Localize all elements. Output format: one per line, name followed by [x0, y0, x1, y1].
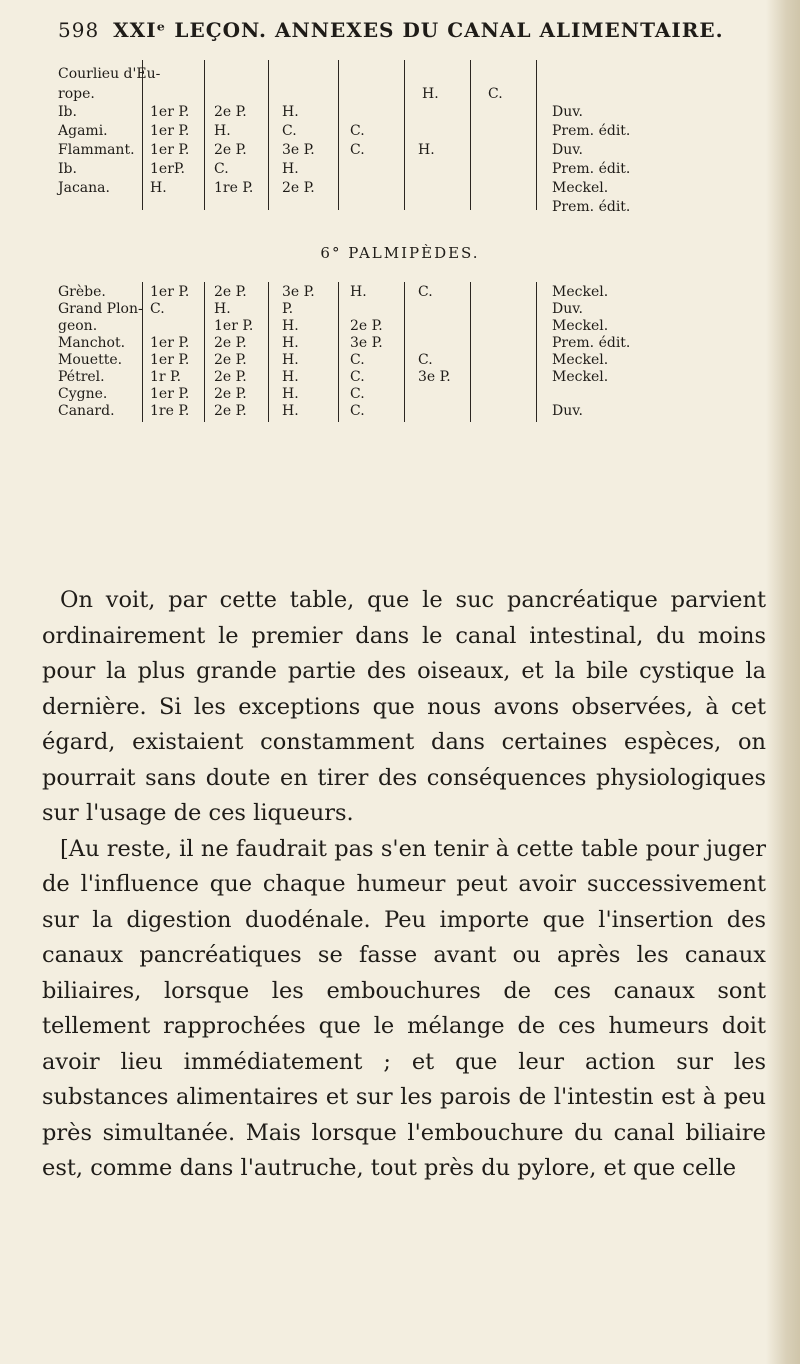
table-cell: H.	[282, 104, 299, 120]
table-cell: 3e P.	[350, 335, 383, 351]
species-name: Cygne.	[58, 386, 108, 402]
table-cell: H.	[282, 161, 299, 177]
table-cell: Prem. édit.	[552, 199, 631, 215]
table-cell: 1er P.	[150, 142, 190, 158]
table-cell: C.	[350, 123, 365, 139]
table-cell: H.	[282, 369, 299, 385]
species-name: Agami.	[58, 123, 108, 139]
table-cell: 1er P.	[150, 352, 190, 368]
table-cell: 2e P.	[214, 335, 247, 351]
table-cell: H.	[418, 142, 435, 158]
table-cell: H.	[150, 180, 167, 196]
table-rule	[204, 60, 205, 210]
table-cell: 2e P.	[214, 403, 247, 419]
table-cell: 1re P.	[214, 180, 254, 196]
table-cell: 1erP.	[150, 161, 185, 177]
body-text	[42, 583, 766, 1187]
table-cell: 1er P.	[150, 123, 190, 139]
table-cell: C.	[350, 386, 365, 402]
table-rule	[338, 282, 339, 422]
table-cell: H.	[350, 284, 367, 300]
table-cell: H.	[282, 335, 299, 351]
table-cell: C.	[150, 301, 165, 317]
table-rule	[404, 282, 405, 422]
page-edge-shadow	[766, 0, 800, 1364]
table-cell: H.	[214, 123, 231, 139]
table-cell: 2e P.	[214, 369, 247, 385]
table-rule	[536, 282, 537, 422]
table-cell: 2e P.	[214, 352, 247, 368]
species-name: Flammant.	[58, 142, 135, 158]
table-rule	[338, 60, 339, 210]
table-cell: H.	[282, 403, 299, 419]
table-cell: 1er P.	[150, 335, 190, 351]
species-name: geon.	[58, 318, 98, 334]
table-cell: 3e P.	[282, 142, 315, 158]
table-cell: Meckel.	[552, 180, 609, 196]
table-cell: 2e P.	[214, 104, 247, 120]
table-rule	[142, 60, 143, 210]
species-name: Manchot.	[58, 335, 126, 351]
table-cell: Meckel.	[552, 369, 609, 385]
table-cell: Prem. édit.	[552, 335, 631, 351]
table-cell: Duv.	[552, 403, 583, 419]
table-cell: 1er P.	[150, 104, 190, 120]
table-cell: H.	[214, 301, 231, 317]
table-cell: H.	[282, 352, 299, 368]
table-rule	[536, 60, 537, 210]
header-title: XXIᵉ LEÇON. ANNEXES DU CANAL ALIMENTAIRE.	[113, 18, 724, 42]
table-rule	[268, 282, 269, 422]
species-name: Mouette.	[58, 352, 123, 368]
table-cell: Meckel.	[552, 284, 609, 300]
species-name: Grèbe.	[58, 284, 106, 300]
species-name: Ib.	[58, 161, 77, 177]
table-cell: 2e P.	[214, 386, 247, 402]
table-cell: P.	[282, 301, 294, 317]
table-cell: H.	[282, 318, 299, 334]
table-cell: Duv.	[552, 301, 583, 317]
table-cell: 2e P.	[214, 142, 247, 158]
table-cell: C.	[350, 352, 365, 368]
table-cell: 1r P.	[150, 369, 182, 385]
table-cell: Meckel.	[552, 352, 609, 368]
table-cell: Duv.	[552, 104, 583, 120]
species-name: Grand Plon-	[58, 301, 143, 317]
table-cell: 2e P.	[282, 180, 315, 196]
table-cell: H.	[422, 86, 439, 102]
table-cell: 3e P.	[282, 284, 315, 300]
page-number: 598	[58, 18, 100, 42]
table-cell: H.	[282, 386, 299, 402]
table-cell: Meckel.	[552, 318, 609, 334]
table-cell: C.	[214, 161, 229, 177]
table-header-name: Courlieu d'Eu-	[58, 66, 161, 82]
table-cell: C.	[282, 123, 297, 139]
species-name: Canard.	[58, 403, 115, 419]
table-cell: 1er P.	[150, 284, 190, 300]
species-name: Jacana.	[58, 180, 110, 196]
species-name: Pétrel.	[58, 369, 105, 385]
table-cell: 3e P.	[418, 369, 451, 385]
table-cell: 2e P.	[350, 318, 383, 334]
species-name: Ib.	[58, 104, 77, 120]
table-rule	[404, 60, 405, 210]
table-cell: C.	[350, 403, 365, 419]
table-rule	[470, 282, 471, 422]
paragraph: On voit, par cette table, que le suc pancréatique parvient ordinairement le premier dans le canal intestinal, du moins pour la plus grande partie des oiseaux, et la bile cystique la dernière. Si les exceptions que nous avons observées, à cet égard, existaient constamment dans certaines espèces, on pourrait sans doute en tirer des conséquences physiologiques sur l'usage de ces liqueurs.	[42, 587, 766, 826]
table-cell: 1er P.	[214, 318, 254, 334]
table-cell: C.	[418, 352, 433, 368]
table-rule	[470, 60, 471, 210]
table-cell: C.	[350, 142, 365, 158]
table-cell: 1re P.	[150, 403, 190, 419]
table-cell: C.	[418, 284, 433, 300]
paragraph: [Au reste, il ne faudrait pas s'en tenir à cette table pour juger de l'influence que chaque humeur peut avoir successivement sur la digestion duodénale. Peu importe que l'insertion des canaux pancréatiques se fasse avant ou après les canaux biliaires, lorsque les embouchures de ces canaux sont tellement rapprochées que le mélange de ces humeurs doit avoir lieu immédiatement ; et que leur action sur les substances alimentaires et sur les parois de l'intestin est à peu près simultanée. Mais lorsque l'embouchure du canal biliaire est, comme dans l'autruche, tout près du pylore, et que celle	[42, 835, 766, 1181]
running-header	[58, 18, 724, 42]
table-cell: Prem. édit.	[552, 161, 631, 177]
section-title: 6° PALMIPÈDES.	[320, 244, 480, 262]
table-cell: Duv.	[552, 142, 583, 158]
table-cell: C.	[488, 86, 503, 102]
table-rule	[204, 282, 205, 422]
table-rule	[268, 60, 269, 210]
table-header-name: rope.	[58, 86, 95, 102]
table-cell: 1er P.	[150, 386, 190, 402]
table-cell: Prem. édit.	[552, 123, 631, 139]
table-cell: C.	[350, 369, 365, 385]
table-cell: 2e P.	[214, 284, 247, 300]
